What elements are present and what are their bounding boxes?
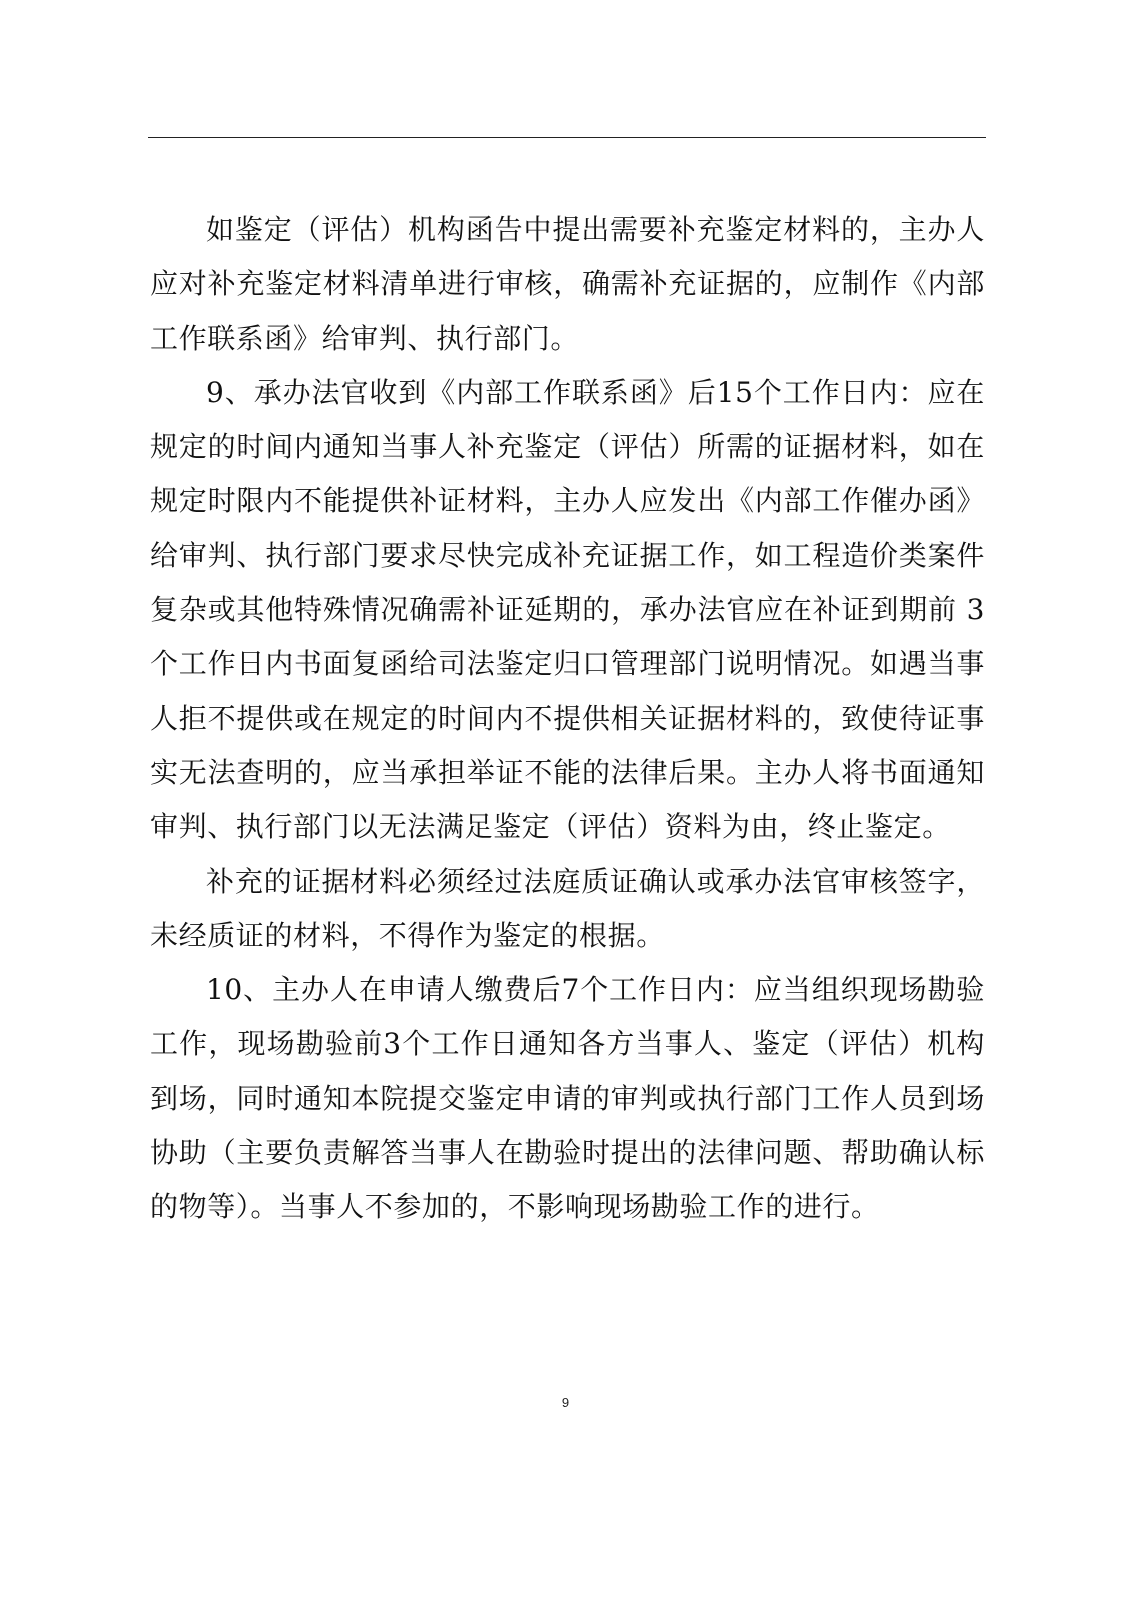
paragraph-supplement-materials: 如鉴定（评估）机构函告中提出需要补充鉴定材料的，主办人应对补充鉴定材料清单进行审核，确需补充证据的，应制作《内部工作联系函》给审判、执行部门。 [150,213,985,355]
paragraph-evidence-confirmation: 补充的证据材料必须经过法庭质证确认或承办法官审核签字，未经质证的材料，不得作为鉴定的根据。 [150,864,985,952]
header-rule [148,137,986,138]
paragraph-item-10: 10、主办人在申请人缴费后7个工作日内：应当组织现场勘验工作，现场勘验前3个工作日通知各方当事人、鉴定（评估）机构到场，同时通知本院提交鉴定申请的审判或执行部门工作人员到场协助（主要负责解答当事人在勘验时提出的法律问题、帮助确认标的物等）。当事人不参加的，不影响现场勘验工作的进行。 [150,973,985,1224]
document-body [150,203,985,1235]
page-number: 9 [561,1395,570,1410]
paragraph-item-9: 9、承办法官收到《内部工作联系函》后15个工作日内：应在规定的时间内通知当事人补充鉴定（评估）所需的证据材料，如在规定时限内不能提供补证材料，主办人应发出《内部工作催办函》给审判、执行部门要求尽快完成补充证据工作，如工程造价类案件复杂或其他特殊情况确需补证延期的，承办法官应在补证到期前 3 个工作日内书面复函给司法鉴定归口管理部门说明情况。如遇当事人拒不提供或在规定的时间内不提供相关证据材料的，致使待证事实无法查明的，应当承担举证不能的法律后果。主办人将书面通知审判、执行部门以无法满足鉴定（评估）资料为由，终止鉴定。 [150,375,985,844]
